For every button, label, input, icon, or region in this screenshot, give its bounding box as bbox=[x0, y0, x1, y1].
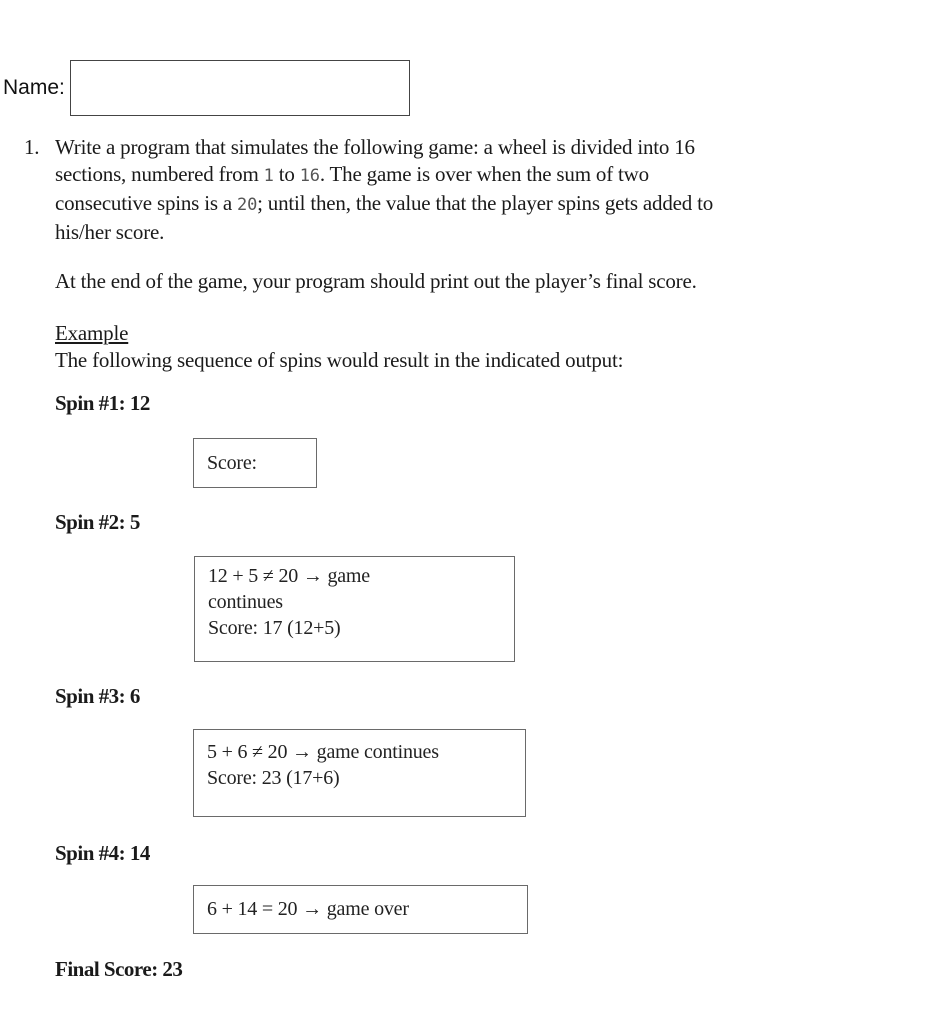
spin-label: Spin #2: 5 bbox=[55, 510, 140, 534]
output-line: Score: 23 (17+6) bbox=[207, 767, 340, 789]
question-line bbox=[55, 219, 855, 246]
code-number-min: 1 bbox=[263, 166, 274, 186]
question-text-segment: his/her score. bbox=[55, 220, 165, 244]
question-text-segment: to bbox=[273, 162, 300, 186]
output-line: 6 + 14 = 20 → game over bbox=[207, 898, 409, 920]
question-text-segment: ; until then, the value that the player spins gets added to bbox=[257, 191, 714, 215]
question-line bbox=[55, 161, 855, 190]
output-line: Score: 17 (12+5) bbox=[208, 617, 341, 639]
output-box bbox=[193, 438, 317, 488]
output-box bbox=[193, 729, 526, 817]
spin-label: Spin #1: 12 bbox=[55, 391, 150, 415]
code-number-target: 20 bbox=[237, 195, 258, 215]
question-line bbox=[55, 190, 855, 219]
question-number: 1. bbox=[24, 135, 40, 159]
example-intro: The following sequence of spins would result in the indicated output: bbox=[55, 348, 624, 372]
question-line bbox=[55, 134, 855, 161]
final-score: Final Score: 23 bbox=[55, 957, 183, 981]
question-text-segment: Write a program that simulates the following game: a wheel is divided into 16 bbox=[55, 135, 695, 159]
name-row bbox=[3, 58, 410, 118]
question-text-segment: sections, numbered from bbox=[55, 162, 264, 186]
question-text-segment: consecutive spins is a bbox=[55, 191, 238, 215]
spin-label: Spin #3: 6 bbox=[55, 684, 140, 708]
spin-label: Spin #4: 14 bbox=[55, 841, 150, 865]
output-line: 12 + 5 ≠ 20 → game bbox=[208, 565, 370, 587]
name-input[interactable] bbox=[70, 60, 410, 116]
question-text bbox=[55, 134, 855, 246]
example-heading: Example bbox=[55, 321, 129, 345]
end-of-game-paragraph: At the end of the game, your program should print out the player’s final score. bbox=[55, 269, 697, 293]
output-line: continues bbox=[208, 591, 283, 613]
question-text-segment: . The game is over when the sum of two bbox=[319, 162, 649, 186]
output-line: Score: bbox=[207, 452, 257, 474]
output-box bbox=[193, 885, 528, 934]
code-number-max: 16 bbox=[299, 166, 320, 186]
output-line: 5 + 6 ≠ 20 → game continues bbox=[207, 741, 439, 763]
output-box bbox=[194, 556, 515, 662]
name-label: Name: bbox=[3, 76, 65, 99]
